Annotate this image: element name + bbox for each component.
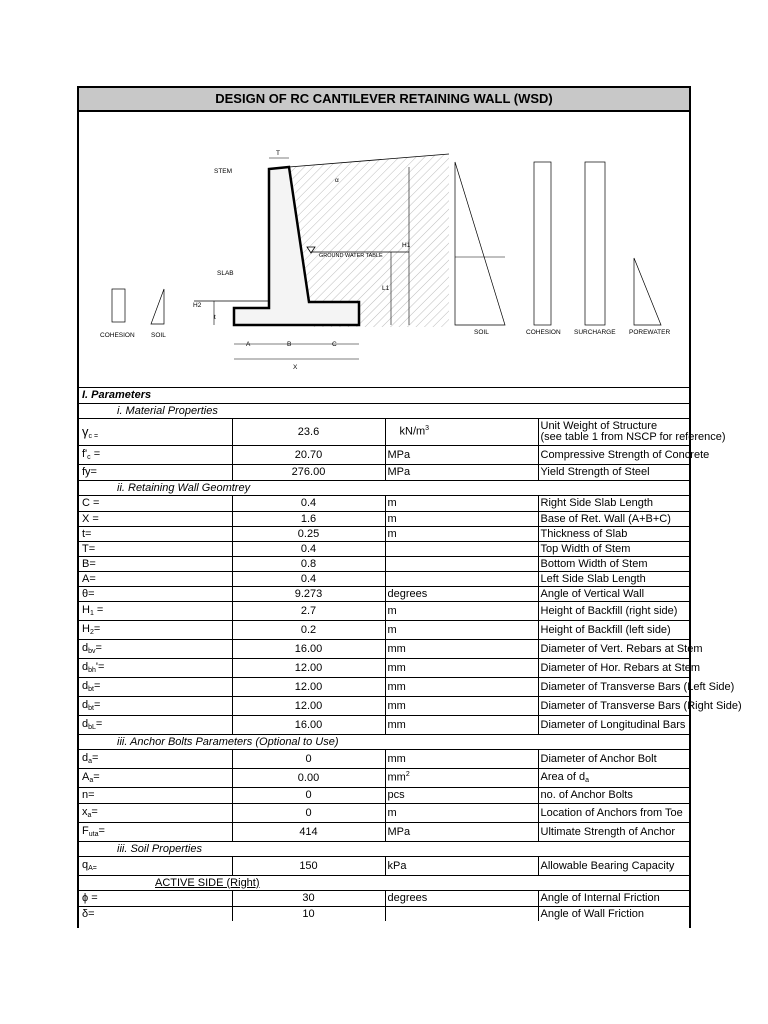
param-row-Aa — [79, 768, 691, 787]
param-description: Diameter of Transverse Bars (Right Side) — [538, 696, 691, 715]
param-symbol: X = — [79, 511, 232, 526]
porewater-pressure-diagram — [634, 258, 661, 325]
param-symbol: $\gamma_{c =}$ — [79, 418, 232, 445]
param-description: Diameter of Transverse Bars (Left Side) — [538, 677, 691, 696]
param-value: 0.4 — [232, 571, 385, 586]
label-soil: SOIL — [474, 329, 489, 336]
param-row-da — [79, 749, 691, 768]
param-value: 0.8 — [232, 556, 385, 571]
param-value: 0 — [232, 803, 385, 822]
param-symbol: B= — [79, 556, 232, 571]
param-value: 2.7 — [232, 601, 385, 620]
param-value: 12.00 — [232, 677, 385, 696]
param-unit — [385, 571, 538, 586]
param-unit: m — [385, 803, 538, 822]
label-slab: SLAB — [217, 270, 234, 277]
param-symbol: δ= — [82, 907, 95, 920]
param-row-H1 — [79, 601, 691, 620]
param-row-C — [79, 495, 691, 511]
param-description: Area of $d_a$ — [538, 768, 691, 787]
param-row-fc — [79, 445, 691, 464]
label-porewater: POREWATER — [629, 329, 671, 336]
param-row-dbt-left — [79, 677, 691, 696]
label-L1: L1 — [382, 285, 390, 292]
param-value: 0 — [232, 749, 385, 768]
param-description: Right Side Slab Length — [538, 495, 691, 511]
param-description: Angle of Wall Friction — [538, 906, 691, 921]
param-unit: mm — [385, 677, 538, 696]
label-surcharge: SURCHARGE — [574, 329, 616, 336]
param-value: 414 — [232, 822, 385, 841]
section-parameters: I. Parameters — [79, 388, 691, 403]
param-symbol: $d_{bh}'=$ — [79, 658, 232, 677]
param-value: 0.2 — [232, 620, 385, 639]
subsection-row — [79, 734, 691, 749]
parameters-table — [79, 388, 742, 921]
param-unit: mm — [385, 749, 538, 768]
param-symbol: $A_a=$ — [79, 768, 232, 787]
param-description: Location of Anchors from Toe — [538, 803, 691, 822]
subsection-row — [79, 403, 691, 418]
param-symbol: t= — [79, 526, 232, 541]
design-sheet — [77, 86, 742, 928]
label-gwt: GROUND WATER TABLE — [319, 253, 383, 259]
param-symbol: $x_a=$ — [79, 803, 232, 822]
param-unit: MPa — [385, 822, 538, 841]
param-value: 16.00 — [232, 715, 385, 734]
label-stem: STEM — [214, 168, 233, 175]
param-row-phi — [79, 890, 691, 906]
param-value: 10 — [232, 906, 385, 921]
param-value: 30 — [232, 890, 385, 906]
param-description: Height of Backfill (right side) — [538, 601, 691, 620]
param-unit — [385, 556, 538, 571]
param-description: Angle of Internal Friction — [538, 890, 691, 906]
label-cohesion-left: COHESION — [100, 332, 135, 339]
label-A: A — [246, 341, 251, 348]
label-soil-left: SOIL — [151, 332, 166, 339]
param-symbol: A= — [79, 571, 232, 586]
param-row-delta — [79, 906, 691, 921]
param-symbol: $d_a=$ — [79, 749, 232, 768]
param-unit: m — [385, 526, 538, 541]
subsection-row — [79, 841, 691, 856]
label-H1: H1 — [402, 242, 411, 249]
retaining-wall-diagram — [79, 112, 691, 387]
param-description: Yield Strength of Steel — [538, 464, 691, 480]
param-row-gamma-c — [79, 418, 691, 445]
param-symbol: $f'_c$ = — [79, 445, 232, 464]
param-value: 12.00 — [232, 696, 385, 715]
param-description: Angle of Vertical Wall — [538, 586, 691, 601]
param-symbol: $d_{bt}=$ — [79, 677, 232, 696]
subsection-material: i. Material Properties — [79, 403, 691, 418]
param-unit: MPa — [385, 445, 538, 464]
param-value: 20.70 — [232, 445, 385, 464]
param-row-dbt-right — [79, 696, 691, 715]
param-description: Left Side Slab Length — [538, 571, 691, 586]
label-t: t — [214, 314, 216, 321]
param-description: Bottom Width of Stem — [538, 556, 691, 571]
param-row-futa — [79, 822, 691, 841]
label-cohesion: COHESION — [526, 329, 561, 336]
param-description: Allowable Bearing Capacity — [538, 856, 691, 875]
param-value: 0.25 — [232, 526, 385, 541]
param-symbol: fy= — [79, 464, 232, 480]
param-unit: pcs — [385, 787, 538, 803]
param-unit — [385, 541, 538, 556]
param-description: Diameter of Longitudinal Bars — [538, 715, 691, 734]
param-description: no. of Anchor Bolts — [538, 787, 691, 803]
param-row-B — [79, 556, 691, 571]
param-unit: $mm^2$ — [385, 768, 538, 787]
param-symbol: $H_1$ = — [79, 601, 232, 620]
param-symbol: T= — [79, 541, 232, 556]
param-description: Diameter of Anchor Bolt — [538, 749, 691, 768]
subsection-anchor: iii. Anchor Bolts Parameters (Optional to Use) — [79, 734, 691, 749]
param-row-H2 — [79, 620, 691, 639]
param-description: Base of Ret. Wall (A+B+C) — [538, 511, 691, 526]
param-unit: m — [385, 495, 538, 511]
param-unit: MPa — [385, 464, 538, 480]
label-alpha: α — [335, 177, 339, 184]
param-row-qa — [79, 856, 691, 875]
sheet-title: DESIGN OF RC CANTILEVER RETAINING WALL (WSD) — [79, 88, 689, 112]
param-unit: degrees — [385, 890, 538, 906]
param-symbol: $q_{A=}$ — [79, 856, 232, 875]
param-value: 9.273 — [232, 586, 385, 601]
label-B: B — [287, 341, 292, 348]
param-description: Ultimate Strength of Anchor — [538, 822, 691, 841]
param-symbol: $d_{bL}=$ — [79, 715, 232, 734]
subsection-active-side: ACTIVE SIDE (Right) — [79, 875, 691, 890]
param-row-T — [79, 541, 691, 556]
param-symbol: θ= — [79, 586, 232, 601]
param-row-dbv — [79, 639, 691, 658]
param-symbol: C = — [79, 495, 232, 511]
param-row-X — [79, 511, 691, 526]
param-value: 23.6 — [232, 418, 385, 445]
param-unit: mm — [385, 696, 538, 715]
label-T: T — [276, 150, 280, 157]
param-unit: $kN/m^3$ — [385, 418, 538, 445]
subsection-row — [79, 875, 691, 890]
param-unit: m — [385, 620, 538, 639]
subsection-geometry: ii. Retaining Wall Geomtrey — [79, 480, 691, 495]
param-row-xa — [79, 803, 691, 822]
param-unit: mm — [385, 639, 538, 658]
param-description: Compressive Strength of Concrete — [538, 445, 691, 464]
param-unit: mm — [385, 715, 538, 734]
label-C: C — [332, 341, 337, 348]
param-description: Diameter of Vert. Rebars at Stem — [538, 639, 691, 658]
param-symbol: $H_2=$ — [79, 620, 232, 639]
param-value: 0.4 — [232, 541, 385, 556]
retaining-wall-figure — [79, 112, 689, 388]
param-unit: m — [385, 511, 538, 526]
mini-soil-triangle — [151, 289, 164, 324]
param-value: 276.00 — [232, 464, 385, 480]
param-description: Thickness of Slab — [538, 526, 691, 541]
param-description: Top Width of Stem — [538, 541, 691, 556]
label-X: X — [293, 364, 298, 371]
param-value: 150 — [232, 856, 385, 875]
mini-cohesion-box — [112, 289, 125, 322]
param-symbol: $F_{uta}=$ — [79, 822, 232, 841]
cohesion-pressure-diagram — [534, 162, 551, 325]
param-description: Diameter of Hor. Rebars at Stem — [538, 658, 691, 677]
param-value: 0.4 — [232, 495, 385, 511]
param-unit: mm — [385, 658, 538, 677]
param-row-theta — [79, 586, 691, 601]
param-value: 0.00 — [232, 768, 385, 787]
param-row-fy — [79, 464, 691, 480]
label-H2: H2 — [193, 302, 202, 309]
param-description: Unit Weight of Structure (see table 1 from NSCP for reference) — [538, 418, 691, 445]
param-symbol: ϕ = — [79, 890, 232, 906]
param-row-t — [79, 526, 691, 541]
param-row-n — [79, 787, 691, 803]
param-unit: degrees — [385, 586, 538, 601]
param-unit: m — [385, 601, 538, 620]
param-value: 1.6 — [232, 511, 385, 526]
subsection-soil: iii. Soil Properties — [79, 841, 691, 856]
param-symbol: n= — [79, 787, 232, 803]
param-value: 16.00 — [232, 639, 385, 658]
param-unit: kPa — [385, 856, 538, 875]
param-unit — [385, 906, 538, 921]
surcharge-pressure-diagram — [585, 162, 605, 325]
param-symbol: $d_{bv}=$ — [79, 639, 232, 658]
section-row — [79, 388, 691, 403]
param-description: Height of Backfill (left side) — [538, 620, 691, 639]
subsection-row — [79, 480, 691, 495]
param-row-dbh — [79, 658, 691, 677]
soil-pressure-diagram — [455, 162, 505, 325]
param-row-A — [79, 571, 691, 586]
param-value: 12.00 — [232, 658, 385, 677]
param-row-dbl — [79, 715, 691, 734]
param-symbol: $d_{bt}=$ — [79, 696, 232, 715]
param-value: 0 — [232, 787, 385, 803]
